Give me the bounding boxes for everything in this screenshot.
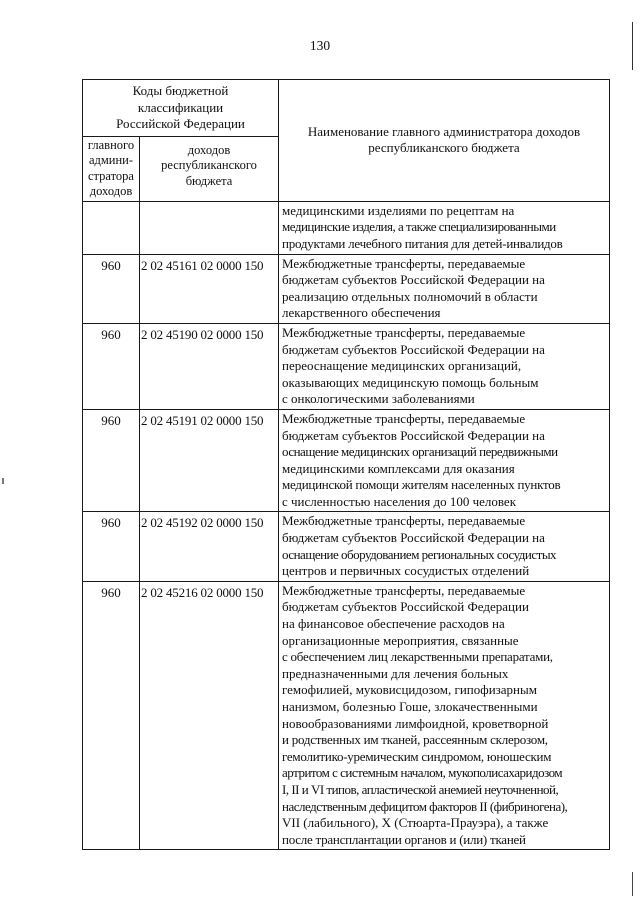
name-text-line: оснащение медицинских организаций передвижными: [282, 444, 558, 460]
header-text-line: республиканского: [161, 158, 257, 173]
name-text-line: бюджетам субъектов Российской Федерации на: [282, 341, 545, 357]
name-text-line: Межбюджетные трансферты, передаваемые: [282, 324, 526, 340]
income-code-cell: 2 02 45190 02 0000 150: [140, 323, 279, 409]
admin-code-cell: 960: [83, 323, 140, 409]
name-text-line: VII (лабильного), X (Стюарта-Прауэра), а также: [282, 815, 549, 831]
income-code-cell: 2 02 45216 02 0000 150: [140, 581, 279, 850]
admin-code-cell: [83, 201, 140, 254]
name-cell: [279, 201, 610, 254]
header-classification-codes: [83, 80, 279, 137]
header-text-line: Наименование главного администратора доходов: [307, 123, 581, 139]
budget-codes-table: [82, 79, 610, 850]
header-text-line: Коды бюджетной: [132, 83, 229, 98]
name-text-line: с обеспечением лиц лекарственными препаратами,: [282, 649, 553, 665]
name-text-line: и родственных им тканей, рассеянным склерозом,: [282, 732, 548, 748]
name-text-line: Межбюджетные трансферты, передаваемые: [282, 410, 526, 426]
table-row: [83, 254, 610, 323]
name-text-line: артритом с системным началом, мукополисахаридозом: [282, 765, 563, 781]
header-administrator-name: [279, 80, 610, 202]
name-text-line: наследственным дефицитом факторов II (фибриногена),: [282, 798, 568, 814]
name-cell: [279, 409, 610, 512]
header-text-line: классификации: [137, 99, 224, 115]
page-edge-mark: [632, 872, 633, 896]
name-text-line: I, II и VI типов, апластической анемией неуточненной,: [282, 781, 559, 797]
name-text-line: после трансплантации органов и (или) тканей: [282, 831, 526, 847]
name-text-line: бюджетам субъектов Российской Федерации на: [282, 530, 545, 546]
name-text-line: предназначенными для лечения больных: [282, 665, 509, 681]
income-code-cell: 2 02 45192 02 0000 150: [140, 512, 279, 581]
header-text-line: республиканского бюджета: [368, 140, 520, 156]
header-text-line: главного: [87, 137, 135, 152]
header-row: [83, 80, 610, 137]
name-cell: [279, 581, 610, 850]
name-cell: [279, 512, 610, 581]
header-main-administrator: [83, 136, 140, 201]
scan-artifact: [2, 478, 4, 484]
name-text-line: центров и первичных сосудистых отделений: [282, 563, 530, 579]
name-text-line: Межбюджетные трансферты, передаваемые: [282, 513, 526, 529]
admin-code-cell: 960: [83, 512, 140, 581]
name-text-line: с численностью населения до 100 человек: [282, 493, 517, 509]
name-text-line: бюджетам субъектов Российской Федерации: [282, 599, 529, 615]
name-text-line: организационные мероприятия, связанные: [282, 632, 519, 648]
name-cell: [279, 323, 610, 409]
name-text-line: бюджетам субъектов Российской Федерации на: [282, 272, 545, 288]
admin-code-cell: 960: [83, 409, 140, 512]
header-text-line: доходов: [187, 142, 231, 157]
table-row: [83, 512, 610, 581]
name-text-line: продуктами лечебного питания для детей-инвалидов: [282, 235, 563, 251]
name-text-line: гемофилией, муковисцидозом, гипофизарным: [282, 682, 537, 698]
name-text-line: переоснащение медицинских организаций,: [282, 358, 522, 374]
income-code-cell: 2 02 45161 02 0000 150: [140, 254, 279, 323]
name-text-line: новообразованиями лимфоидной, кроветворной: [282, 715, 549, 731]
header-text-line: админи-: [88, 153, 134, 168]
name-text-line: гемолитико-уремическим синдромом, юношеским: [282, 748, 552, 764]
name-text-line: на финансовое обеспечение расходов на: [282, 616, 505, 632]
admin-code-cell: 960: [83, 581, 140, 850]
name-text-line: медицинскими комплексами для оказания: [282, 460, 515, 476]
name-text-line: бюджетам субъектов Российской Федерации на: [282, 427, 545, 443]
name-cell: [279, 254, 610, 323]
name-text-line: медицинской помощи жителям населенных пунктов: [282, 477, 561, 493]
name-text-line: Межбюджетные трансферты, передаваемые: [282, 582, 526, 598]
income-code-cell: 2 02 45191 02 0000 150: [140, 409, 279, 512]
table-row: [83, 323, 610, 409]
header-text-line: стратора: [88, 168, 134, 183]
name-text-line: реализацию отдельных полномочий в области: [282, 288, 538, 304]
income-code-cell: [140, 201, 279, 254]
name-text-line: оснащение оборудованием региональных сосудистых: [282, 546, 557, 562]
header-text-line: доходов: [89, 184, 133, 199]
name-text-line: лекарственного обеспечения: [282, 305, 441, 321]
name-text-line: оказывающих медицинскую помощь больным: [282, 374, 539, 390]
header-republic-budget-income: [140, 136, 279, 201]
name-text-line: медицинскими изделиями по рецептам на: [282, 202, 515, 218]
table-row: [83, 581, 610, 850]
name-text-line: с онкологическими заболеваниями: [282, 391, 475, 407]
header-text-line: бюджета: [185, 173, 233, 188]
name-text-line: медицинские изделия, а также специализированными: [282, 219, 556, 235]
page-number: 130: [309, 38, 331, 53]
admin-code-cell: 960: [83, 254, 140, 323]
table-row: [83, 201, 610, 254]
table-row: [83, 409, 610, 512]
name-text-line: нанизмом, болезнью Гоше, злокачественными: [282, 699, 538, 714]
name-text-line: Межбюджетные трансферты, передаваемые: [282, 255, 526, 271]
header-text-line: Российской Федерации: [116, 116, 245, 132]
